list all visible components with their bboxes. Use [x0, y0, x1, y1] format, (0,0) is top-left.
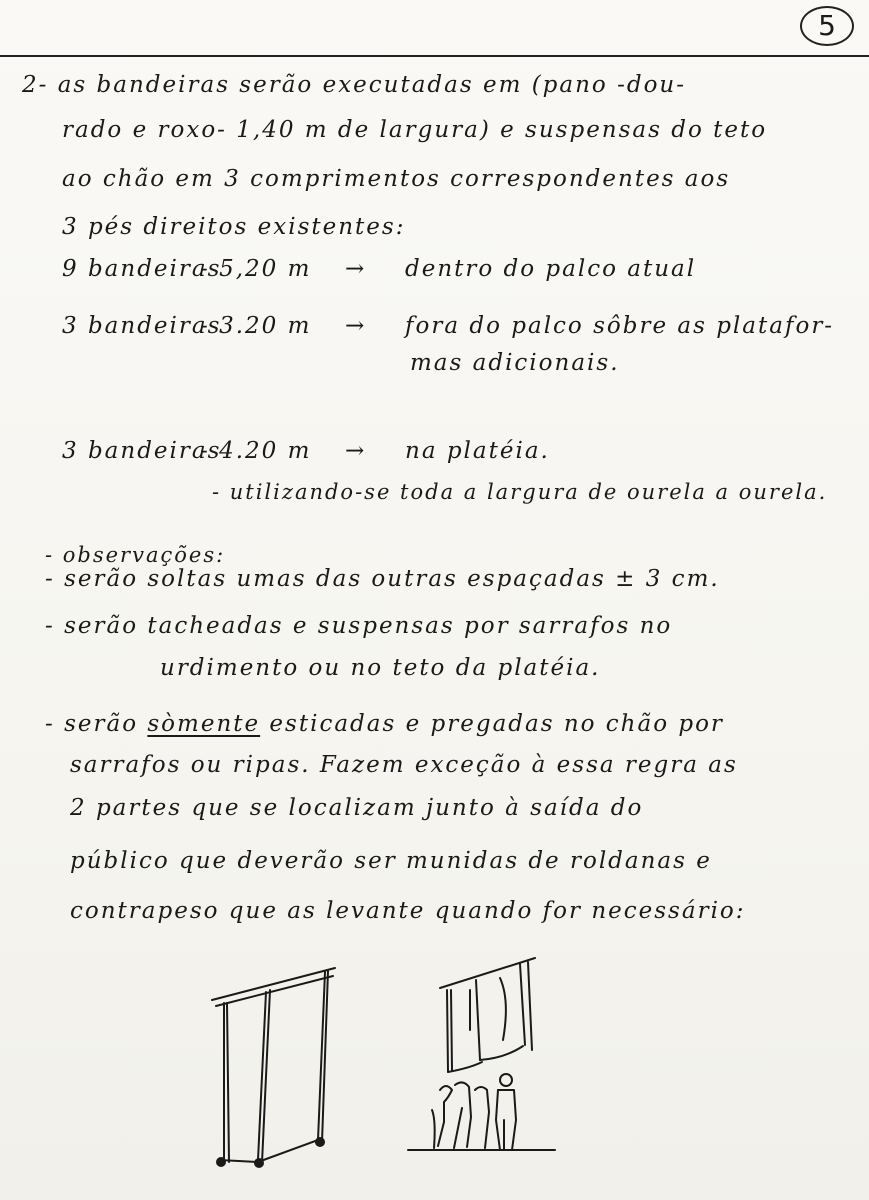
observation-2-line-2: urdimento ou no teto da platéia. [160, 655, 601, 681]
flag-3-length: - 4.20 m [200, 438, 312, 464]
flag-3-location: na platéia. [405, 438, 550, 464]
paragraph-2-line-1-start: - serão [45, 711, 148, 737]
usage-note: - utilizando-se toda a largura de ourela a ourela. [212, 480, 828, 504]
paragraph-2-line-5: contrapeso que as levante quando for necessário: [70, 898, 746, 924]
observation-2-line-1: - serão tacheadas e suspensas por sarrafos no [45, 613, 673, 639]
flag-3-arrow: → [345, 438, 367, 464]
flag-2-arrow: → [345, 313, 367, 339]
page-number-circle: 5 [800, 6, 854, 46]
flag-2-count: 3 bandeiras [62, 313, 222, 339]
paragraph-2-line-1-end: esticadas e pregadas no chão por [260, 711, 724, 737]
paragraph-1-line-3: ao chão em 3 comprimentos correspondentes aos [62, 166, 731, 192]
flag-1-location: dentro do palco atual [405, 256, 697, 282]
observations-heading: - observações: [45, 543, 226, 567]
flag-1-arrow: → [345, 256, 367, 282]
flag-2-location-cont: mas adicionais. [410, 350, 620, 376]
paragraph-2-line-3: 2 partes que se localizam junto à saída do [70, 795, 644, 821]
left-flag-frame-sketch [212, 968, 335, 1167]
paragraph-2-line-2: sarrafos ou ripas. Fazem exceção à essa regra as [70, 752, 738, 778]
paragraph-1-line-1: 2- as bandeiras serão executadas em (pano -dou- [22, 72, 687, 98]
paragraph-2-line-4: público que deverão ser munidas de roldanas e [70, 848, 712, 874]
paragraph-1-line-4: 3 pés direitos existentes: [62, 214, 406, 240]
right-raised-flags-sketch [408, 958, 555, 1150]
flag-1-count: 9 bandeiras [62, 256, 222, 282]
flag-2-location: fora do palco sôbre as platafor- [405, 313, 835, 339]
paragraph-1-line-2: rado e roxo- 1,40 m de largura) e suspensas do teto [62, 117, 768, 143]
paragraph-2-emphasis: sòmente [147, 711, 261, 737]
flag-2-length: - 3.20 m [200, 313, 312, 339]
flag-3-count: 3 bandeiras [62, 438, 222, 464]
observation-1: - serão soltas umas das outras espaçadas ± 3 cm. [45, 566, 720, 592]
flag-1-length: - 5,20 m [200, 256, 312, 282]
